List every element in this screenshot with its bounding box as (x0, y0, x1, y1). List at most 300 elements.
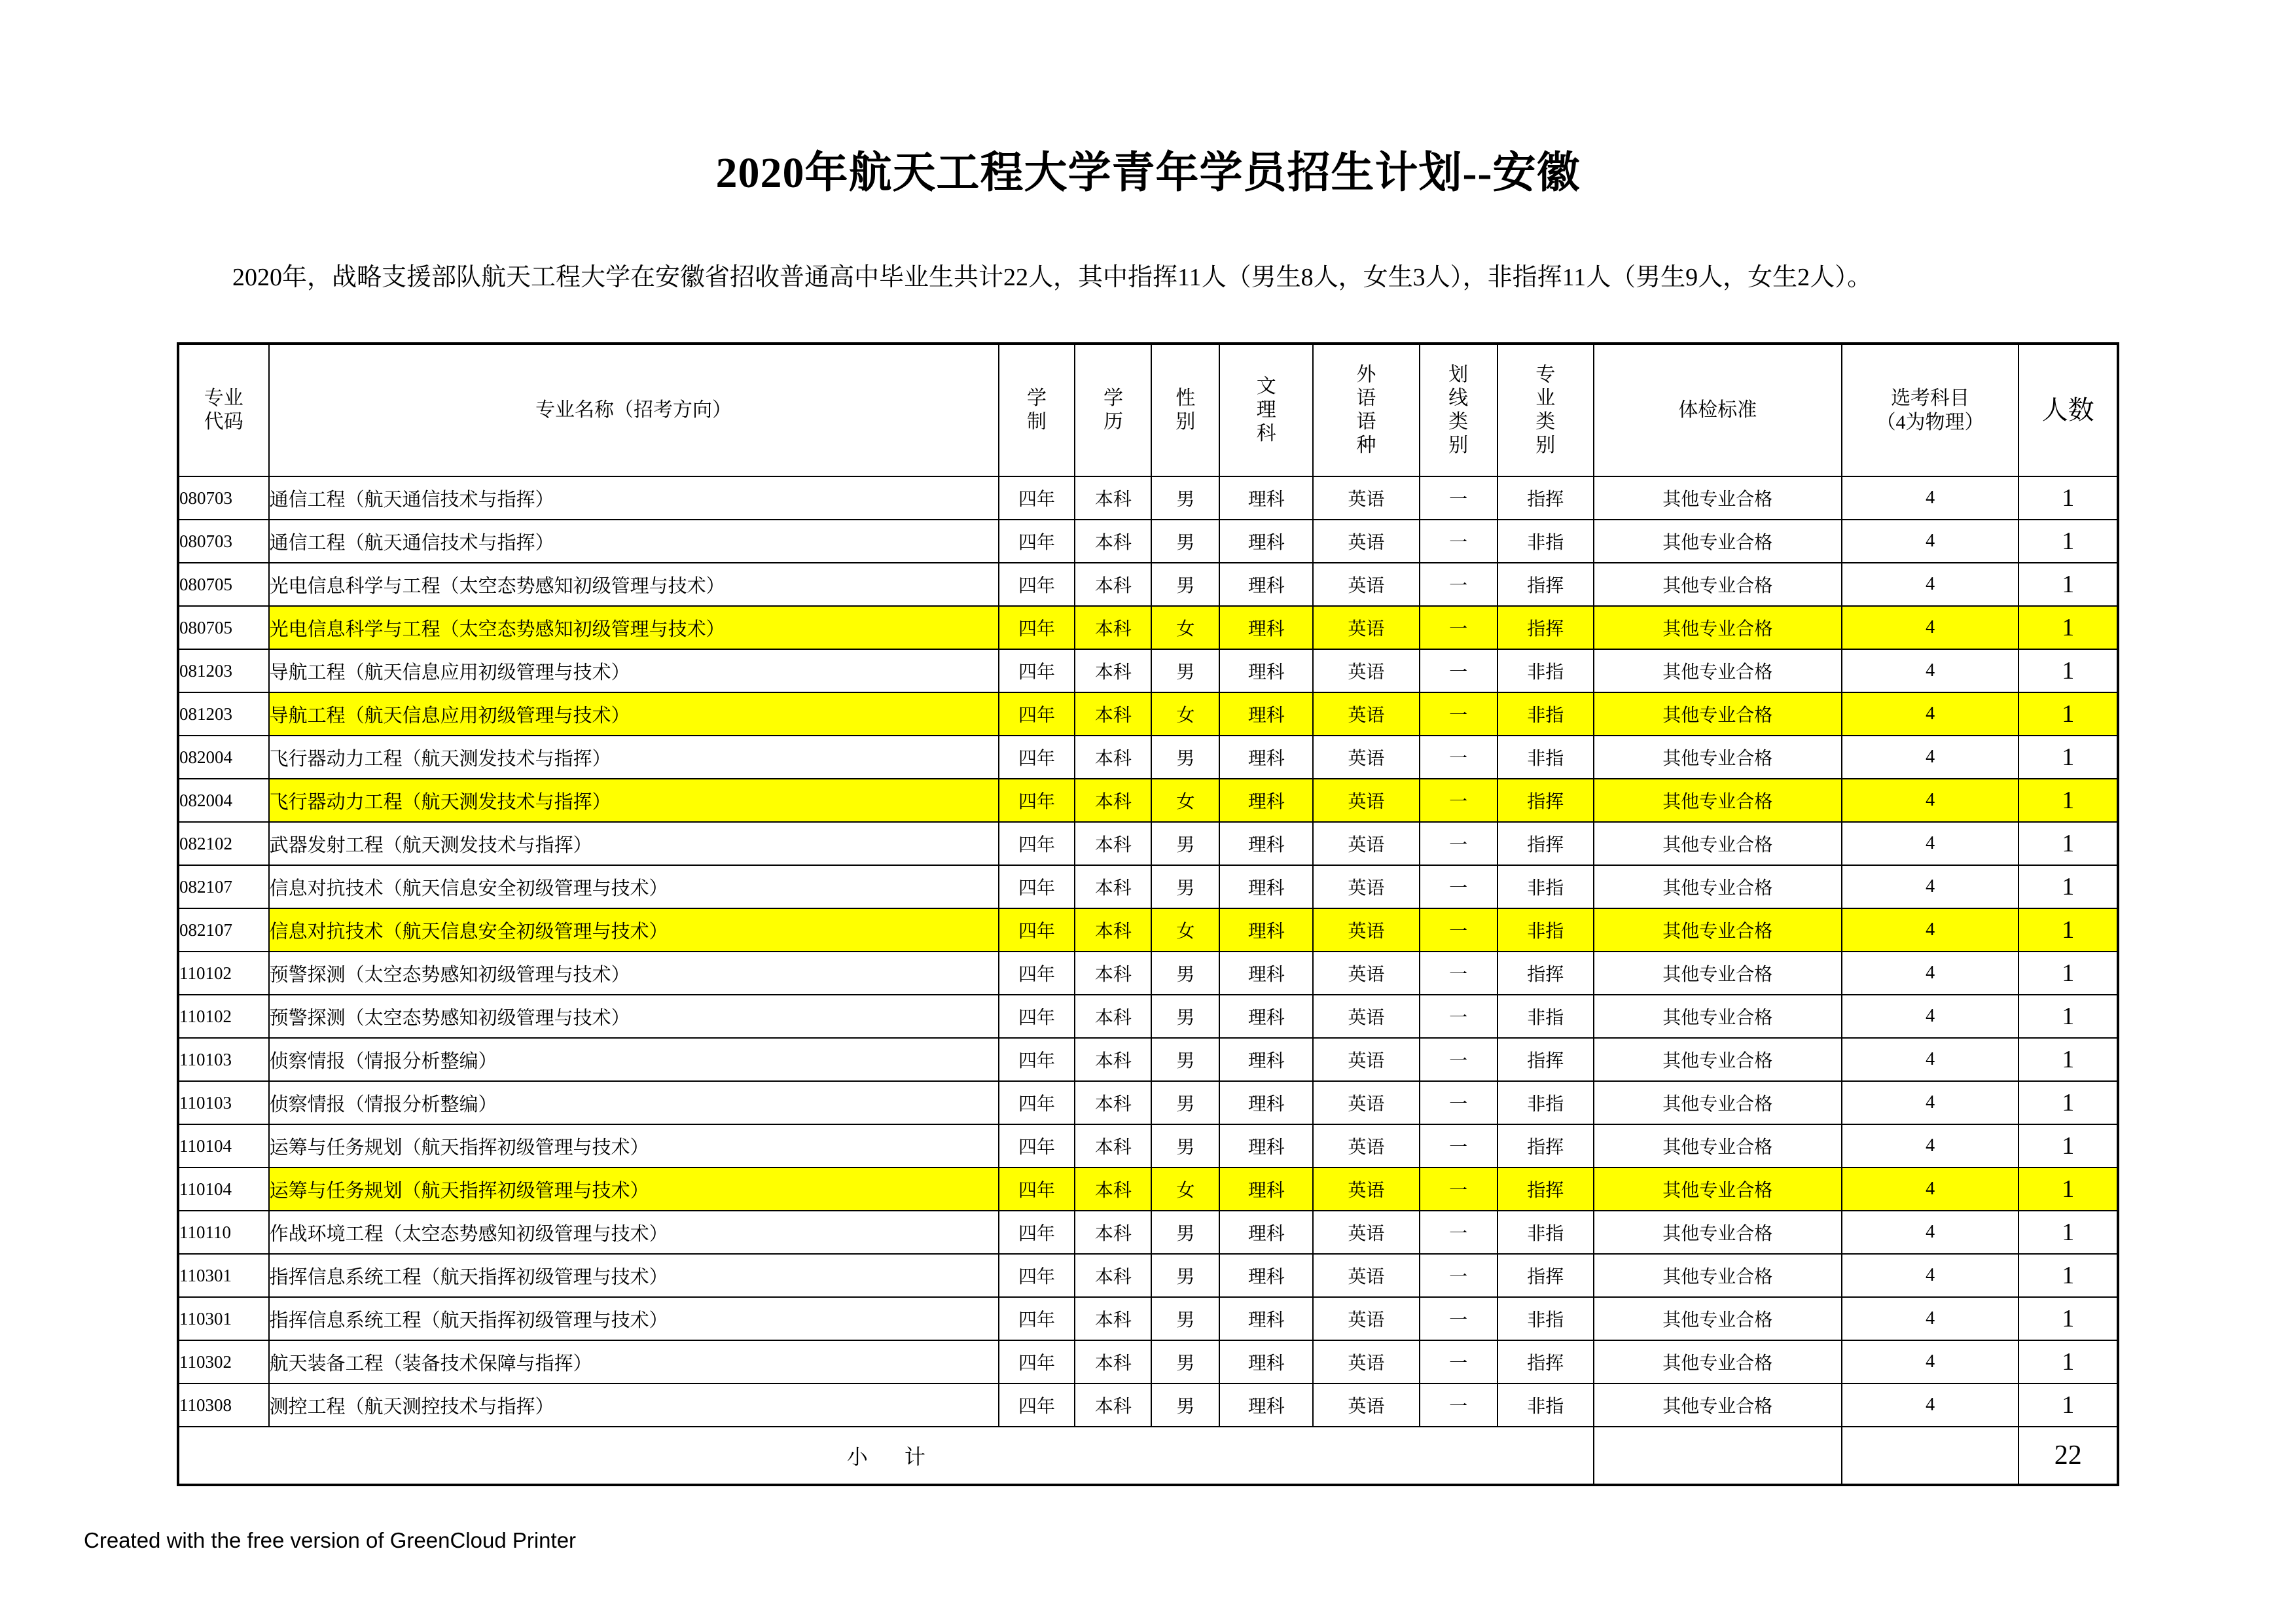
cell-gender: 男 (1151, 1383, 1219, 1427)
cell-major-code: 110110 (178, 1211, 269, 1254)
cell-physical-standard: 其他专业合格 (1594, 1038, 1842, 1081)
cell-gender: 女 (1151, 779, 1219, 822)
cell-major-code: 082107 (178, 908, 269, 952)
cell-study-length: 四年 (999, 865, 1075, 908)
cell-arts-science: 理科 (1219, 1124, 1313, 1168)
cell-major-name: 预警探测（太空态势感知初级管理与技术） (269, 995, 999, 1038)
page-title: 2020年航天工程大学青年学员招生计划--安徽 (715, 149, 1581, 197)
cell-major-name: 飞行器动力工程（航天测发技术与指挥） (269, 779, 999, 822)
cell-major-category: 指挥 (1498, 1168, 1594, 1211)
cell-selected-subject: 4 (1842, 649, 2019, 692)
cell-arts-science: 理科 (1219, 692, 1313, 736)
table-row (178, 1383, 2118, 1427)
cell-physical-standard: 其他专业合格 (1594, 908, 1842, 952)
cell-major-code: 110104 (178, 1124, 269, 1168)
cell-major-name: 光电信息科学与工程（太空态势感知初级管理与技术） (269, 606, 999, 649)
document-summary-text: 2020年，战略支援部队航天工程大学在安徽省招收普通高中毕业生共计22人，其中指挥11人（男生8人，女生3人），非指挥11人（男生9人，女生2人）。 (232, 264, 1873, 291)
cell-foreign-language: 英语 (1313, 1124, 1419, 1168)
header-selected-subject: 选考科目 （4为物理） (1842, 344, 2019, 476)
cell-selected-subject: 4 (1842, 476, 2019, 520)
cell-selected-subject: 4 (1842, 1211, 2019, 1254)
cell-gender: 男 (1151, 1124, 1219, 1168)
table-row (178, 995, 2118, 1038)
cell-major-name: 信息对抗技术（航天信息安全初级管理与技术） (269, 908, 999, 952)
table-row (178, 736, 2118, 779)
cell-degree: 本科 (1075, 1038, 1151, 1081)
cell-study-length: 四年 (999, 995, 1075, 1038)
cell-major-category: 指挥 (1498, 1340, 1594, 1383)
header-major-category: 专 业 类 别 (1498, 344, 1594, 476)
subtotal-label: 小 计 (178, 1427, 1594, 1485)
cell-selected-subject: 4 (1842, 1340, 2019, 1383)
cell-physical-standard: 其他专业合格 (1594, 520, 1842, 563)
cell-gender: 男 (1151, 865, 1219, 908)
table-header (178, 344, 2118, 476)
header-degree: 学 历 (1075, 344, 1151, 476)
cell-arts-science: 理科 (1219, 1081, 1313, 1124)
cell-major-name: 预警探测（太空态势感知初级管理与技术） (269, 952, 999, 995)
cell-major-category: 指挥 (1498, 563, 1594, 606)
cell-count: 1 (2018, 476, 2118, 520)
cell-count: 1 (2018, 1168, 2118, 1211)
cell-gender: 男 (1151, 995, 1219, 1038)
cell-count: 1 (2018, 692, 2118, 736)
cell-major-category: 指挥 (1498, 1124, 1594, 1168)
cell-count: 1 (2018, 779, 2118, 822)
cell-major-category: 指挥 (1498, 1038, 1594, 1081)
cell-line-category: 一 (1420, 563, 1498, 606)
cell-study-length: 四年 (999, 1383, 1075, 1427)
cell-count: 1 (2018, 736, 2118, 779)
cell-arts-science: 理科 (1219, 1211, 1313, 1254)
cell-arts-science: 理科 (1219, 908, 1313, 952)
cell-count: 1 (2018, 1254, 2118, 1297)
cell-foreign-language: 英语 (1313, 1340, 1419, 1383)
cell-major-category: 指挥 (1498, 476, 1594, 520)
cell-arts-science: 理科 (1219, 520, 1313, 563)
cell-physical-standard: 其他专业合格 (1594, 1211, 1842, 1254)
cell-major-category: 非指 (1498, 1383, 1594, 1427)
admission-plan-table-wrapper (177, 342, 2119, 1486)
header-major-code-text: 专业 代码 (204, 387, 243, 433)
admission-plan-table (177, 342, 2119, 1486)
cell-major-code: 110301 (178, 1297, 269, 1340)
cell-foreign-language: 英语 (1313, 736, 1419, 779)
cell-degree: 本科 (1075, 1383, 1151, 1427)
cell-physical-standard: 其他专业合格 (1594, 952, 1842, 995)
cell-selected-subject: 4 (1842, 1124, 2019, 1168)
table-row (178, 692, 2118, 736)
cell-arts-science: 理科 (1219, 649, 1313, 692)
cell-major-name: 指挥信息系统工程（航天指挥初级管理与技术） (269, 1254, 999, 1297)
cell-major-code: 080705 (178, 563, 269, 606)
cell-foreign-language: 英语 (1313, 1297, 1419, 1340)
cell-study-length: 四年 (999, 1124, 1075, 1168)
cell-physical-standard: 其他专业合格 (1594, 779, 1842, 822)
table-row (178, 1124, 2118, 1168)
cell-major-code: 081203 (178, 649, 269, 692)
cell-study-length: 四年 (999, 822, 1075, 865)
cell-degree: 本科 (1075, 736, 1151, 779)
cell-major-name: 指挥信息系统工程（航天指挥初级管理与技术） (269, 1297, 999, 1340)
cell-arts-science: 理科 (1219, 1383, 1313, 1427)
cell-degree: 本科 (1075, 1168, 1151, 1211)
cell-line-category: 一 (1420, 995, 1498, 1038)
cell-study-length: 四年 (999, 952, 1075, 995)
header-physical-standard: 体检标准 (1594, 344, 1842, 476)
table-row (178, 563, 2118, 606)
cell-selected-subject: 4 (1842, 692, 2019, 736)
cell-major-name: 运筹与任务规划（航天指挥初级管理与技术） (269, 1168, 999, 1211)
cell-count: 1 (2018, 995, 2118, 1038)
cell-selected-subject: 4 (1842, 1168, 2019, 1211)
cell-count: 1 (2018, 520, 2118, 563)
subtotal-selected-subject (1842, 1427, 2019, 1485)
cell-major-name: 导航工程（航天信息应用初级管理与技术） (269, 692, 999, 736)
cell-major-category: 指挥 (1498, 606, 1594, 649)
cell-gender: 女 (1151, 692, 1219, 736)
cell-count: 1 (2018, 1383, 2118, 1427)
cell-physical-standard: 其他专业合格 (1594, 1340, 1842, 1383)
cell-foreign-language: 英语 (1313, 822, 1419, 865)
cell-major-code: 082102 (178, 822, 269, 865)
cell-study-length: 四年 (999, 1038, 1075, 1081)
cell-study-length: 四年 (999, 1254, 1075, 1297)
cell-line-category: 一 (1420, 736, 1498, 779)
cell-degree: 本科 (1075, 1124, 1151, 1168)
header-line-category: 划 线 类 别 (1420, 344, 1498, 476)
table-row (178, 908, 2118, 952)
cell-degree: 本科 (1075, 1081, 1151, 1124)
cell-foreign-language: 英语 (1313, 563, 1419, 606)
cell-count: 1 (2018, 649, 2118, 692)
cell-selected-subject: 4 (1842, 563, 2019, 606)
cell-arts-science: 理科 (1219, 1168, 1313, 1211)
cell-arts-science: 理科 (1219, 995, 1313, 1038)
cell-major-code: 110103 (178, 1081, 269, 1124)
cell-foreign-language: 英语 (1313, 1211, 1419, 1254)
cell-selected-subject: 4 (1842, 952, 2019, 995)
cell-physical-standard: 其他专业合格 (1594, 736, 1842, 779)
cell-major-category: 非指 (1498, 1211, 1594, 1254)
cell-study-length: 四年 (999, 563, 1075, 606)
cell-count: 1 (2018, 563, 2118, 606)
cell-line-category: 一 (1420, 1297, 1498, 1340)
cell-major-category: 非指 (1498, 649, 1594, 692)
cell-foreign-language: 英语 (1313, 779, 1419, 822)
cell-physical-standard: 其他专业合格 (1594, 1254, 1842, 1297)
cell-degree: 本科 (1075, 1254, 1151, 1297)
header-arts-science: 文 理 科 (1219, 344, 1313, 476)
cell-arts-science: 理科 (1219, 1340, 1313, 1383)
cell-gender: 男 (1151, 736, 1219, 779)
cell-gender: 男 (1151, 1254, 1219, 1297)
cell-foreign-language: 英语 (1313, 692, 1419, 736)
cell-selected-subject: 4 (1842, 736, 2019, 779)
cell-selected-subject: 4 (1842, 1297, 2019, 1340)
cell-physical-standard: 其他专业合格 (1594, 822, 1842, 865)
cell-selected-subject: 4 (1842, 1081, 2019, 1124)
cell-major-name: 光电信息科学与工程（太空态势感知初级管理与技术） (269, 563, 999, 606)
cell-study-length: 四年 (999, 908, 1075, 952)
cell-major-code: 110301 (178, 1254, 269, 1297)
header-study-length: 学 制 (999, 344, 1075, 476)
cell-foreign-language: 英语 (1313, 1168, 1419, 1211)
cell-count: 1 (2018, 1038, 2118, 1081)
cell-foreign-language: 英语 (1313, 1081, 1419, 1124)
cell-arts-science: 理科 (1219, 952, 1313, 995)
cell-gender: 女 (1151, 1168, 1219, 1211)
cell-foreign-language: 英语 (1313, 606, 1419, 649)
cell-physical-standard: 其他专业合格 (1594, 1081, 1842, 1124)
cell-line-category: 一 (1420, 606, 1498, 649)
cell-degree: 本科 (1075, 692, 1151, 736)
table-row (178, 1297, 2118, 1340)
cell-physical-standard: 其他专业合格 (1594, 606, 1842, 649)
cell-gender: 女 (1151, 606, 1219, 649)
cell-degree: 本科 (1075, 649, 1151, 692)
cell-physical-standard: 其他专业合格 (1594, 563, 1842, 606)
cell-count: 1 (2018, 908, 2118, 952)
cell-physical-standard: 其他专业合格 (1594, 995, 1842, 1038)
cell-selected-subject: 4 (1842, 995, 2019, 1038)
cell-gender: 男 (1151, 1038, 1219, 1081)
table-row (178, 779, 2118, 822)
cell-major-category: 非指 (1498, 908, 1594, 952)
cell-major-code: 110103 (178, 1038, 269, 1081)
cell-major-category: 非指 (1498, 865, 1594, 908)
cell-major-name: 侦察情报（情报分析整编） (269, 1038, 999, 1081)
cell-selected-subject: 4 (1842, 1038, 2019, 1081)
cell-gender: 男 (1151, 1340, 1219, 1383)
cell-count: 1 (2018, 865, 2118, 908)
cell-major-code: 080705 (178, 606, 269, 649)
header-row (178, 344, 2118, 476)
cell-degree: 本科 (1075, 476, 1151, 520)
table-row (178, 649, 2118, 692)
cell-physical-standard: 其他专业合格 (1594, 692, 1842, 736)
header-gender: 性 别 (1151, 344, 1219, 476)
cell-line-category: 一 (1420, 1211, 1498, 1254)
cell-selected-subject: 4 (1842, 822, 2019, 865)
cell-count: 1 (2018, 952, 2118, 995)
cell-major-category: 非指 (1498, 1081, 1594, 1124)
cell-study-length: 四年 (999, 736, 1075, 779)
cell-arts-science: 理科 (1219, 1297, 1313, 1340)
cell-physical-standard: 其他专业合格 (1594, 1124, 1842, 1168)
cell-line-category: 一 (1420, 1340, 1498, 1383)
cell-major-name: 导航工程（航天信息应用初级管理与技术） (269, 649, 999, 692)
cell-selected-subject: 4 (1842, 1383, 2019, 1427)
cell-line-category: 一 (1420, 1168, 1498, 1211)
cell-major-category: 指挥 (1498, 779, 1594, 822)
cell-study-length: 四年 (999, 649, 1075, 692)
cell-major-code: 080703 (178, 476, 269, 520)
cell-arts-science: 理科 (1219, 822, 1313, 865)
table-row (178, 952, 2118, 995)
cell-line-category: 一 (1420, 952, 1498, 995)
cell-foreign-language: 英语 (1313, 952, 1419, 995)
cell-line-category: 一 (1420, 649, 1498, 692)
table-row (178, 1340, 2118, 1383)
cell-gender: 男 (1151, 1297, 1219, 1340)
cell-major-code: 082004 (178, 779, 269, 822)
cell-degree: 本科 (1075, 1340, 1151, 1383)
cell-gender: 男 (1151, 1081, 1219, 1124)
cell-gender: 男 (1151, 649, 1219, 692)
subtotal-count: 22 (2018, 1427, 2118, 1485)
cell-major-name: 通信工程（航天通信技术与指挥） (269, 476, 999, 520)
cell-arts-science: 理科 (1219, 736, 1313, 779)
cell-major-code: 110102 (178, 952, 269, 995)
table-row (178, 1038, 2118, 1081)
cell-gender: 男 (1151, 476, 1219, 520)
cell-major-category: 非指 (1498, 520, 1594, 563)
header-foreign-language: 外 语 语 种 (1313, 344, 1419, 476)
table-row (178, 1254, 2118, 1297)
cell-foreign-language: 英语 (1313, 1254, 1419, 1297)
cell-major-code: 081203 (178, 692, 269, 736)
table-row (178, 1168, 2118, 1211)
cell-major-category: 指挥 (1498, 952, 1594, 995)
cell-selected-subject: 4 (1842, 865, 2019, 908)
cell-degree: 本科 (1075, 563, 1151, 606)
cell-major-category: 非指 (1498, 692, 1594, 736)
cell-gender: 女 (1151, 908, 1219, 952)
cell-gender: 男 (1151, 1211, 1219, 1254)
cell-gender: 男 (1151, 952, 1219, 995)
footer-watermark-note: Created with the free version of GreenCloud Printer (84, 1528, 577, 1552)
cell-foreign-language: 英语 (1313, 1038, 1419, 1081)
cell-major-code: 080703 (178, 520, 269, 563)
cell-physical-standard: 其他专业合格 (1594, 476, 1842, 520)
cell-study-length: 四年 (999, 520, 1075, 563)
cell-count: 1 (2018, 1211, 2118, 1254)
cell-major-name: 侦察情报（情报分析整编） (269, 1081, 999, 1124)
table-row (178, 1211, 2118, 1254)
cell-gender: 男 (1151, 520, 1219, 563)
cell-degree: 本科 (1075, 520, 1151, 563)
subtotal-physical-standard (1594, 1427, 1842, 1485)
cell-foreign-language: 英语 (1313, 865, 1419, 908)
cell-physical-standard: 其他专业合格 (1594, 1297, 1842, 1340)
cell-foreign-language: 英语 (1313, 908, 1419, 952)
cell-foreign-language: 英语 (1313, 1383, 1419, 1427)
cell-count: 1 (2018, 822, 2118, 865)
table-row (178, 865, 2118, 908)
cell-degree: 本科 (1075, 908, 1151, 952)
cell-selected-subject: 4 (1842, 520, 2019, 563)
cell-study-length: 四年 (999, 692, 1075, 736)
cell-major-code: 110104 (178, 1168, 269, 1211)
cell-line-category: 一 (1420, 1038, 1498, 1081)
cell-major-code: 082004 (178, 736, 269, 779)
cell-major-name: 通信工程（航天通信技术与指挥） (269, 520, 999, 563)
cell-degree: 本科 (1075, 1297, 1151, 1340)
cell-major-category: 指挥 (1498, 1254, 1594, 1297)
cell-degree: 本科 (1075, 865, 1151, 908)
cell-major-name: 飞行器动力工程（航天测发技术与指挥） (269, 736, 999, 779)
cell-major-code: 110102 (178, 995, 269, 1038)
subtotal-row (178, 1427, 2118, 1485)
cell-count: 1 (2018, 1081, 2118, 1124)
cell-degree: 本科 (1075, 1211, 1151, 1254)
cell-selected-subject: 4 (1842, 606, 2019, 649)
cell-major-category: 非指 (1498, 995, 1594, 1038)
cell-study-length: 四年 (999, 1340, 1075, 1383)
cell-count: 1 (2018, 1297, 2118, 1340)
cell-arts-science: 理科 (1219, 1038, 1313, 1081)
cell-selected-subject: 4 (1842, 779, 2019, 822)
cell-arts-science: 理科 (1219, 476, 1313, 520)
cell-count: 1 (2018, 1340, 2118, 1383)
cell-degree: 本科 (1075, 952, 1151, 995)
cell-study-length: 四年 (999, 606, 1075, 649)
cell-line-category: 一 (1420, 779, 1498, 822)
cell-arts-science: 理科 (1219, 563, 1313, 606)
cell-line-category: 一 (1420, 476, 1498, 520)
cell-foreign-language: 英语 (1313, 649, 1419, 692)
table-row (178, 520, 2118, 563)
cell-gender: 男 (1151, 822, 1219, 865)
cell-foreign-language: 英语 (1313, 520, 1419, 563)
cell-physical-standard: 其他专业合格 (1594, 649, 1842, 692)
cell-arts-science: 理科 (1219, 865, 1313, 908)
cell-major-code: 082107 (178, 865, 269, 908)
cell-study-length: 四年 (999, 1168, 1075, 1211)
cell-physical-standard: 其他专业合格 (1594, 865, 1842, 908)
cell-study-length: 四年 (999, 476, 1075, 520)
cell-degree: 本科 (1075, 822, 1151, 865)
table-row (178, 1081, 2118, 1124)
table-row (178, 476, 2118, 520)
cell-gender: 男 (1151, 563, 1219, 606)
cell-physical-standard: 其他专业合格 (1594, 1383, 1842, 1427)
cell-degree: 本科 (1075, 779, 1151, 822)
cell-arts-science: 理科 (1219, 779, 1313, 822)
cell-count: 1 (2018, 606, 2118, 649)
table-row (178, 606, 2118, 649)
header-major-name: 专业名称（招考方向） (269, 344, 999, 476)
cell-study-length: 四年 (999, 779, 1075, 822)
cell-degree: 本科 (1075, 606, 1151, 649)
cell-study-length: 四年 (999, 1297, 1075, 1340)
cell-line-category: 一 (1420, 865, 1498, 908)
cell-line-category: 一 (1420, 1254, 1498, 1297)
cell-line-category: 一 (1420, 1124, 1498, 1168)
cell-major-name: 测控工程（航天测控技术与指挥） (269, 1383, 999, 1427)
cell-selected-subject: 4 (1842, 1254, 2019, 1297)
cell-foreign-language: 英语 (1313, 476, 1419, 520)
cell-line-category: 一 (1420, 692, 1498, 736)
cell-degree: 本科 (1075, 995, 1151, 1038)
cell-major-name: 信息对抗技术（航天信息安全初级管理与技术） (269, 865, 999, 908)
cell-selected-subject: 4 (1842, 908, 2019, 952)
cell-line-category: 一 (1420, 1383, 1498, 1427)
cell-foreign-language: 英语 (1313, 995, 1419, 1038)
cell-major-name: 运筹与任务规划（航天指挥初级管理与技术） (269, 1124, 999, 1168)
cell-major-code: 110302 (178, 1340, 269, 1383)
cell-line-category: 一 (1420, 1081, 1498, 1124)
table-body (178, 476, 2118, 1485)
cell-line-category: 一 (1420, 822, 1498, 865)
cell-count: 1 (2018, 1124, 2118, 1168)
cell-physical-standard: 其他专业合格 (1594, 1168, 1842, 1211)
cell-major-name: 航天装备工程（装备技术保障与指挥） (269, 1340, 999, 1383)
cell-major-category: 非指 (1498, 736, 1594, 779)
cell-major-category: 非指 (1498, 1297, 1594, 1340)
cell-line-category: 一 (1420, 520, 1498, 563)
